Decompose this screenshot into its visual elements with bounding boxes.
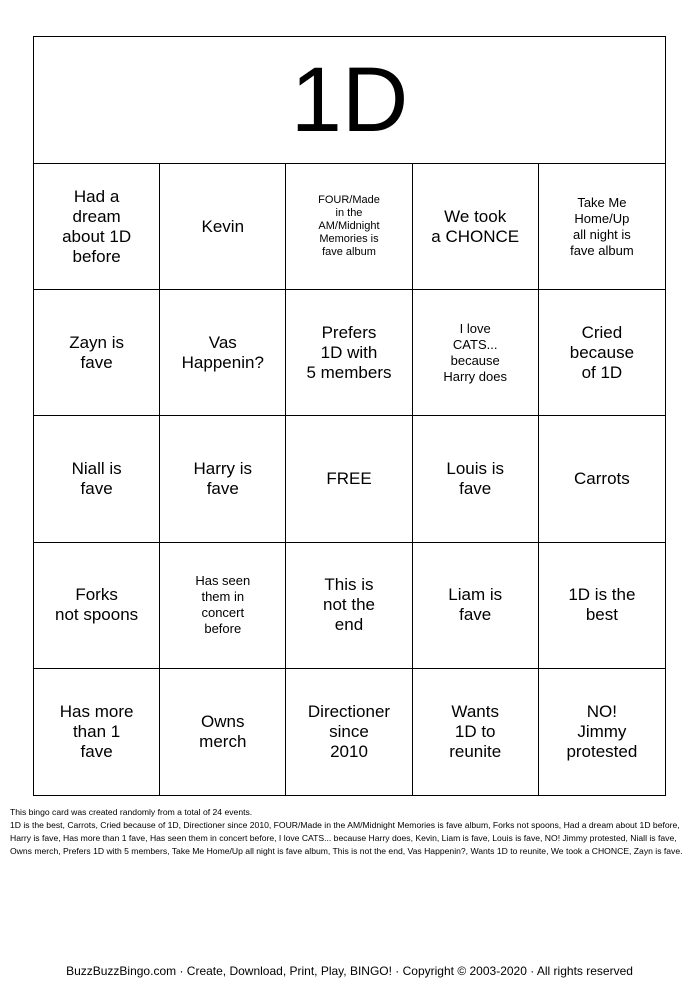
bingo-cell: Liam is fave [413, 543, 539, 669]
free-space-cell: FREE [286, 416, 412, 542]
bingo-cell: Directioner since 2010 [286, 669, 412, 795]
bingo-cell: Wants 1D to reunite [413, 669, 539, 795]
bingo-cell: Kevin [160, 164, 286, 290]
bingo-cell: Carrots [539, 416, 665, 542]
info-summary: This bingo card was created randomly from a total of 24 events. [10, 807, 253, 817]
bingo-cell: Prefers 1D with 5 members [286, 290, 412, 416]
info-events-list: 1D is the best, Carrots, Cried because of 1D, Directioner since 2010, FOUR/Made in the AM/Midnight Memories is fave album, Forks not spoons, Had a dream about 1D before, Harry is fave, Has more than 1 fave, Has seen them in concert before, I love CATS... because Harry does, Kevin, Liam is fave, Louis is fave, NO! Jimmy protested, Niall is fave, Owns merch, Prefers 1D with 5 members, Take Me Home/Up all night is fave album, This is not the end, Vas Happenin?, Wants 1D to reunite, We took a CHONCE, Zayn is fave. [10, 820, 683, 856]
bingo-cell: 1D is the best [539, 543, 665, 669]
bingo-cell: Vas Happenin? [160, 290, 286, 416]
bingo-cell: NO! Jimmy protested [566, 701, 638, 761]
bingo-cell: This is not the end [286, 543, 412, 669]
bingo-cell: Has more than 1 fave [34, 669, 160, 795]
bingo-cell: Had a dream about 1D before [34, 164, 160, 290]
bingo-cell: We took a CHONCE [413, 164, 539, 290]
card-title: 1D [290, 49, 409, 151]
card-info [10, 806, 690, 858]
bingo-cell: FOUR/Made in the AM/Midnight Memories is fave album [286, 164, 412, 290]
bingo-cell: Cried because of 1D [539, 290, 665, 416]
bingo-cell: Niall is fave [34, 416, 160, 542]
bingo-cell: Take Me Home/Up all night is fave album [539, 164, 665, 290]
title-row [34, 37, 665, 164]
bingo-cell: Harry is fave [160, 416, 286, 542]
bingo-grid [34, 164, 665, 795]
bingo-cell: Zayn is fave [34, 290, 160, 416]
bingo-cell: Forks not spoons [34, 543, 160, 669]
bingo-cell: Owns merch [160, 669, 286, 795]
bingo-cell: Louis is fave [413, 416, 539, 542]
site-footer: BuzzBuzzBingo.com · Create, Download, Print, Play, BINGO! · Copyright © 2003-2020 · All rights reserved [66, 964, 633, 978]
bingo-cell: I love CATS... because Harry does [413, 290, 539, 416]
bingo-card [33, 36, 666, 796]
bingo-cell: Has seen them in concert before [160, 543, 286, 669]
